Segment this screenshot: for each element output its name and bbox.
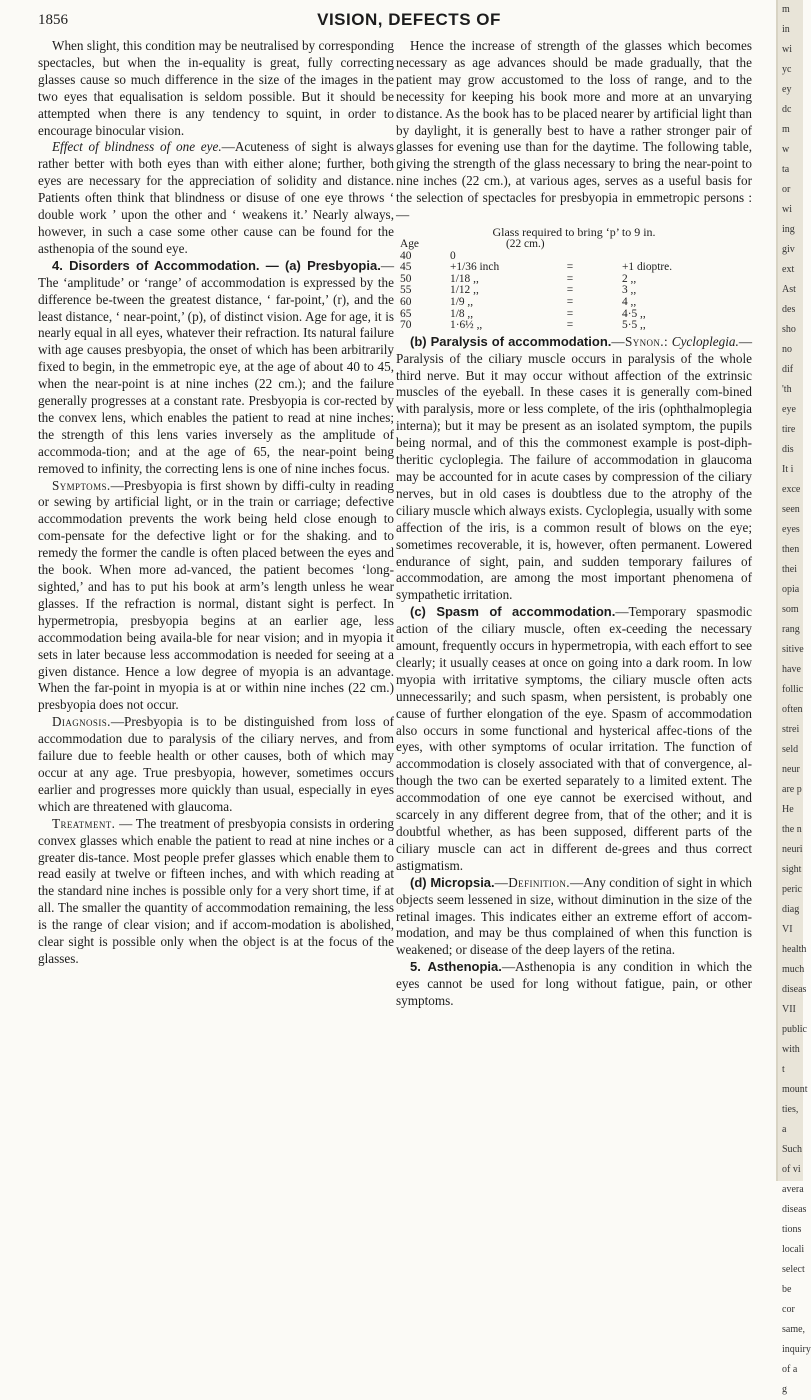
margin-fragment: VI bbox=[782, 924, 793, 935]
table-row bbox=[396, 297, 676, 309]
margin-fragment: 'th bbox=[782, 384, 792, 395]
margin-fragment: neuri bbox=[782, 844, 803, 855]
table-cell-eq: = bbox=[566, 319, 574, 332]
table-row bbox=[396, 262, 676, 274]
margin-fragment: eye bbox=[782, 404, 796, 415]
table-cell-age: 40 bbox=[400, 249, 412, 262]
paragraph: Effect of blindness of one eye.—Acuteness of sight is always rather better with both eyes than with either alone; further, both eyes are necessary for the appreciation of solidity and distance. Patients often think that blindness or disuse of one eye throws ‘ double work ’ upon the other and ‘ weakens it.’ Nearly always, however, in such a case some other cause can be found for the asthenopia of the sound eye. bbox=[38, 139, 394, 256]
table-cell-lens: 0 bbox=[450, 249, 456, 262]
table-cell-age: 60 bbox=[400, 295, 412, 308]
margin-fragment: tire bbox=[782, 424, 796, 435]
margin-fragment: sight bbox=[782, 864, 802, 875]
margin-fragment: often bbox=[782, 704, 803, 715]
margin-fragment: of vi bbox=[782, 1164, 801, 1175]
table-cell-dioptre: 4·5 ,, bbox=[622, 307, 646, 320]
table-row bbox=[396, 320, 676, 332]
margin-fragment: health bbox=[782, 944, 807, 955]
margin-fragment: thei bbox=[782, 564, 797, 575]
paragraph: When slight, this condition may be neutralised by corresponding spectacles, but when the in-equality is great, fully correcting glasses cause so much difference in the size of the images in the two eyes that equalisation is seldom possible. But it should be attempted when there is any tendency to squint, in order to encourage binocular vision. bbox=[38, 38, 394, 138]
paragraph: Hence the increase of strength of the glasses which becomes necessary as age advances should be made gradually, that the patient may grow accustomed to the loss of range, and to the necessity for keeping his book more and more at an unvarying distance. As the book has to be placed nearer by artificial light than by daylight, it is generally best to have a rather stronger pair of glasses for evening use than for the daytime. The following table, giving the strength of the glass necessary to bring the near-point to nine inches (22 cm.), at various ages, serves as a useful basis for the selection of spectacles for presbyopia in emmetropic persons :— bbox=[396, 38, 752, 223]
margin-fragment: ext bbox=[782, 264, 795, 275]
paragraph: Diagnosis.—Presbyopia is to be distinguished from loss of accommodation due to paralysis of the ciliary nerves, and from failure due to feeble health or other causes, both of which may occur at any age. True presbyopia, however, sometimes occurs earlier and progresses more quickly than usual, especially in eyes which are threatened with glaucoma. bbox=[38, 714, 394, 814]
margin-fragment: exce bbox=[782, 484, 801, 495]
margin-fragment: dc bbox=[782, 104, 792, 115]
margin-fragment: ta bbox=[782, 164, 790, 175]
margin-fragment: wi bbox=[782, 44, 792, 55]
margin-fragment: sho bbox=[782, 324, 796, 335]
table-cell-lens: 1/9 ,, bbox=[450, 295, 474, 308]
margin-fragment: select bbox=[782, 1264, 805, 1275]
paragraph: (d) Micropsia.—Definition.—Any condition of sight in which objects seem lessened in size, without diminution in the size of the retinal images. This indicates either an extreme effort of accom-modation, and may be thus complained of when this function is weakened; or disease of the deep layers of the retina. bbox=[396, 874, 752, 958]
glasses-table bbox=[396, 239, 676, 332]
table-cell-age: 45 bbox=[400, 261, 412, 274]
margin-fragment: des bbox=[782, 304, 796, 315]
running-title: VISION, DEFECTS OF bbox=[317, 10, 501, 29]
margin-fragment: ey bbox=[782, 84, 792, 95]
section-heading: Treatment. bbox=[52, 815, 116, 831]
section-heading: (b) Paralysis of accommodation. bbox=[410, 333, 612, 349]
section-heading: (c) Spasm of accommodation. bbox=[410, 604, 616, 620]
margin-fragment: peric bbox=[782, 884, 802, 895]
page-number: 1856 bbox=[38, 12, 68, 28]
paragraph: 4. Disorders of Accommodation. — (a) Presbyopia.—The ‘amplitude’ or ‘range’ of accommodation is expressed by the difference be-tween the greatest distance, ‘ far-point,’ (r), and the least distance, ‘ near-point,’ (p), of distinct vision. Age for age, it is nearly equal in all eyes, whatever their refraction. Its natural failure with age causes presbyopia, the onset of which has been arbitrarily fixed to begin, in the emmetropic eye, at the age of about 40 to 45, when the near-point is at nine inches (22 cm.); and the failure generally progresses at a constant rate. Presbyopia is cor-rected by the convex lens, which enables the patient to read at nine inches; the strength of this lens varies inversely as the amplitude of accommoda-tion; and at the age of 65, the near-point being removed to infinity, the correcting lens is one of nine inches focus. bbox=[38, 257, 394, 476]
right-column bbox=[396, 38, 752, 1010]
left-column bbox=[38, 38, 394, 968]
margin-fragment: diseas bbox=[782, 1204, 807, 1215]
margin-fragment: sitive bbox=[782, 644, 804, 655]
paragraph: Symptoms.—Presbyopia is first shown by diffi-culty in reading or sewing by artificial light, or in the train or carriage; defective accommodation prevents the work being held close enough to com-pensate for the defective light or for the shaking. and to remedy the former the candle is often placed between the eyes and the book. When more ad-vanced, the patient becomes ‘long-sighted,’ and has to put his book at arm’s length unless he wear glasses. If the refraction is normal, distant sight is perfect. In hypermetropia, presbyopia begins at an earlier age, less accommodation being availa-ble for near vision; and in myopia it sets in later because less accommodation is needed for seeing at a given distance. Hence a low degree of myopia is an advantage. When the far-point in myopia is at or within nine inches (22 cm.) presbyopia does not occur. bbox=[38, 477, 394, 713]
margin-fragment: much bbox=[782, 964, 805, 975]
margin-fragment: locali bbox=[782, 1244, 805, 1255]
table-cell-eq: = bbox=[566, 307, 574, 320]
table-cell-lens: 1/18 ,, bbox=[450, 272, 479, 285]
paragraph: Treatment. — The treatment of presbyopia consists in ordering convex glasses which enable the patient to read at nine inches or a greater dis-tance. Most people prefer glasses which enable them to read easily at twelve or fifteen inches, and with which reading at the standard nine inches is possible only for a very short time, if at all. The smaller the quantity of accommodation remaining, the less is the range of clear vision; and if accom-modation is abolished, clear sight is possible only when the object is at the focus of the glasses. bbox=[38, 815, 394, 966]
margin-fragment: diseas bbox=[782, 984, 807, 995]
margin-fragment: tions bbox=[782, 1224, 802, 1235]
table-age-header: Age bbox=[400, 237, 419, 250]
margin-fragment: w bbox=[782, 144, 790, 155]
section-heading: 4. Disorders of Accommodation. — (a) Presbyopia. bbox=[52, 257, 381, 273]
margin-fragment: dis bbox=[782, 444, 794, 455]
margin-fragment: m bbox=[782, 4, 790, 15]
margin-fragment: the n bbox=[782, 824, 802, 835]
table-cell-lens: 1·6½ ,, bbox=[450, 319, 483, 332]
table-cell-eq: = bbox=[566, 295, 574, 308]
table-cell-age: 50 bbox=[400, 272, 412, 285]
margin-fragment: with t bbox=[782, 1044, 800, 1075]
margin-fragment: It i bbox=[782, 464, 794, 475]
margin-fragment: rang bbox=[782, 624, 800, 635]
margin-fragment: Ast bbox=[782, 284, 796, 295]
margin-fragment: seen bbox=[782, 504, 800, 515]
table-subcaption: (22 cm.) bbox=[506, 237, 545, 250]
margin-fragment: wi bbox=[782, 204, 792, 215]
margin-fragment: opia bbox=[782, 584, 800, 595]
margin-fragment: yc bbox=[782, 64, 792, 75]
paragraph: (c) Spasm of accommodation.—Temporary spasmodic action of the ciliary muscle, often ex-ceeding the necessary amount, frequently occurs in hypermetropia, with each effort to see clearly; it usually ceases at once on going into a dark room. In low myopia with irritative symptoms, the ciliary muscle often acts unnecessarily; and such spasm, when persistent, is probably one cause of further elongation of the eye. Spasm of accommodation also occurs in some functional and hysterical affec-tions of the eyes, with other symptoms of ocular irritation. The function of accommodation is closely associated with that of convergence, al-though the two can be exerted separately to a limited extent. The accommodation of one eye cannot be exercised without, and scarcely in any different degree from, that of the other; and it is doubtful whether, as has been supposed, different parts of the ciliary muscle can act in different de-grees and thus correct astigmatism. bbox=[396, 604, 752, 873]
margin-fragment: be cor bbox=[782, 1284, 795, 1315]
margin-fragment: giv bbox=[782, 244, 795, 255]
table-cell-lens: 1/8 ,, bbox=[450, 307, 474, 320]
margin-fragment: seld bbox=[782, 744, 799, 755]
margin-fragment: mount bbox=[782, 1084, 808, 1095]
margin-fragment: same, bbox=[782, 1324, 806, 1335]
margin-fragment: avera bbox=[782, 1184, 804, 1195]
table-caption: Glass required to bring ‘p’ to 9 in. bbox=[492, 224, 656, 239]
section-heading: Symptoms. bbox=[52, 477, 111, 493]
paragraph: 5. Asthenopia.—Asthenopia is any condition in which the eyes cannot be used for long without fatigue, pain, or other symptoms. bbox=[396, 959, 752, 1009]
margin-fragment: strei bbox=[782, 724, 800, 735]
section-heading: 5. Asthenopia. bbox=[410, 959, 502, 975]
table-cell-dioptre: +1 dioptre. bbox=[622, 261, 673, 274]
table-cell-eq: = bbox=[566, 261, 574, 274]
margin-fragment: ing bbox=[782, 224, 795, 235]
margin-fragment: have bbox=[782, 664, 801, 675]
margin-fragment: Such bbox=[782, 1144, 802, 1155]
table-cell-dioptre: 2 ,, bbox=[622, 272, 637, 285]
margin-fragment: som bbox=[782, 604, 799, 615]
table-cell-dioptre: 5·5 ,, bbox=[622, 319, 646, 332]
margin-fragment: m bbox=[782, 124, 790, 135]
section-heading: (d) Micropsia. bbox=[410, 874, 495, 890]
table-cell-age: 65 bbox=[400, 307, 412, 320]
margin-fragment: follic bbox=[782, 684, 804, 695]
margin-fragment: in bbox=[782, 24, 790, 35]
table-cell-dioptre: 4 ,, bbox=[622, 295, 637, 308]
table-cell-age: 70 bbox=[400, 319, 412, 332]
margin-fragment: inquiry bbox=[782, 1344, 811, 1355]
page-header bbox=[38, 6, 780, 32]
margin-fragment: neur bbox=[782, 764, 800, 775]
table-cell-eq: = bbox=[566, 272, 574, 285]
section-heading: Effect of blindness of one eye. bbox=[52, 139, 222, 155]
margin-fragment: are p bbox=[782, 784, 802, 795]
margin-fragment: public bbox=[782, 1024, 807, 1035]
table-cell-lens: 1/12 ,, bbox=[450, 284, 479, 297]
margin-fragment: or bbox=[782, 184, 791, 195]
table-cell-dioptre: 3 ,, bbox=[622, 284, 637, 297]
adjacent-page-margin bbox=[776, 0, 811, 1395]
table-cell-lens: +1/36 inch bbox=[450, 261, 500, 274]
paragraph: (b) Paralysis of accommodation.—Synon.: Cycloplegia.—Paralysis of the ciliary muscle occurs in paralysis of the whole third nerve. But it may occur without affection of the extrinsic muscles of the eyeball. In these cases it is generally com-bined with paralysis, more or less complete, of the iris (ophthalmoplegia interna); but it may be present as an isolated symptom, the pupils being normal, and of this the commonest example is post-diph-theritic cycloplegia. The failure of accommodation in glaucoma may be accounted for in acute cases by compression of the ciliary nerves, but in old cases is doubtless due to the atrophy of the ciliary muscle which always exists. Cycloplegia, usually with some affection of the iris, is a common result of blows on the eye; sometimes recoverable, it is, however, often permanent. Lowered endurance of sight, pain, and sudden temporary failures of accommodation, are among the most important phenomena of sympathetic irritation. bbox=[396, 333, 752, 603]
margin-fragment: dif bbox=[782, 364, 794, 375]
margin-fragment: ties, a bbox=[782, 1104, 799, 1135]
margin-fragment: VII bbox=[782, 1004, 796, 1015]
margin-fragment: eyes bbox=[782, 524, 800, 535]
section-heading: Diagnosis. bbox=[52, 714, 111, 730]
margin-fragment: He bbox=[782, 804, 794, 815]
margin-fragment: no bbox=[782, 344, 792, 355]
table-cell-eq: = bbox=[566, 284, 574, 297]
margin-fragment: of a g bbox=[782, 1364, 798, 1395]
margin-fragment: then bbox=[782, 544, 800, 555]
table-cell-age: 55 bbox=[400, 284, 412, 297]
margin-fragment: diag bbox=[782, 904, 800, 915]
